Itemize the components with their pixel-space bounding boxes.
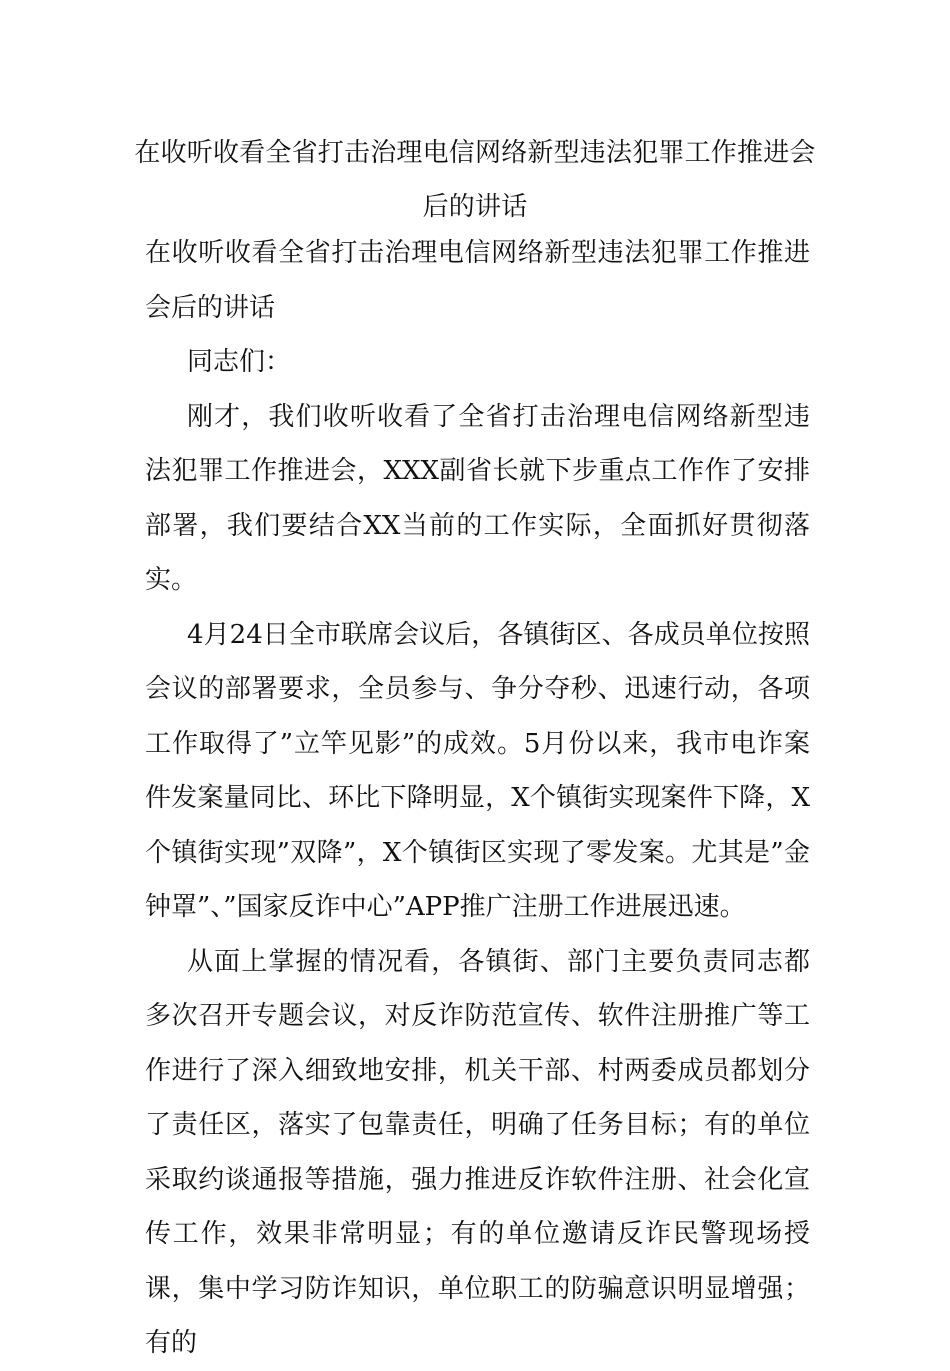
body-heading-paragraph: 在收听收看全省打击治理电信网络新型违法犯罪工作推进会后的讲话	[145, 238, 810, 323]
document-title: 在收听收看全省打击治理电信网络新型违法犯罪工作推进会后的讲话	[134, 138, 816, 222]
document-body	[145, 226, 810, 1371]
body-paragraph: 从面上掌握的情况看，各镇街、部门主要负责同志都多次召开专题会议，对反诈防范宣传、软件注册推广等工作进行了深入细致地安排，机关干部、村两委成员都划分了责任区，落实了包靠责任，明确了任务目标；有的单位采取约谈通报等措施，强力推进反诈软件注册、社会化宣传工作，效果非常明显；有的单位邀请反诈民警现场授课，集中学习防诈知识，单位职工的防骗意识明显增强；有的	[145, 946, 810, 1358]
body-paragraph: 刚才，我们收听收看了全省打击治理电信网络新型违法犯罪工作推进会，XXX副省长就下步重点工作作了安排部署，我们要结合XX当前的工作实际，全面抓好贯彻落实。	[145, 401, 810, 595]
salutation-paragraph: 同志们：	[187, 347, 292, 377]
body-paragraph: 4月24日全市联席会议后，各镇街区、各成员单位按照会议的部署要求，全员参与、争分夺秒、迅速行动，各项工作取得了”立竿见影”的成效。5月份以来，我市电诈案件发案量同比、环比下降明显，X个镇街实现案件下降，X个镇街实现”双降”，X个镇街区实现了零发案。尤其是”金钟罩”、”国家反诈中心”APP推广注册工作进展迅速。	[145, 619, 810, 922]
